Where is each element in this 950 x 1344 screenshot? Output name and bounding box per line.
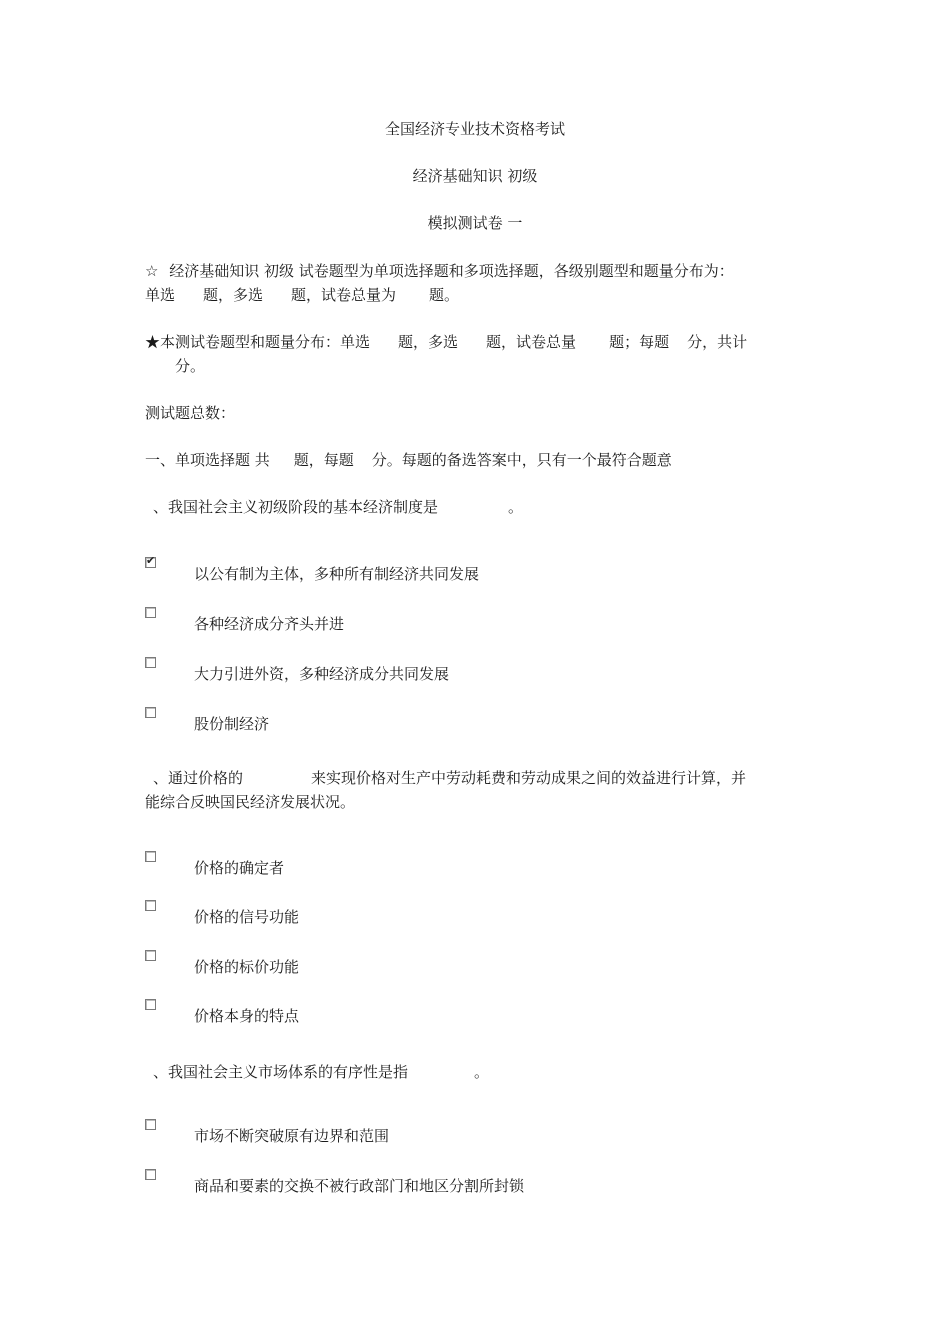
- intro-text: 题，多选: [203, 286, 264, 304]
- black-star-icon: ★: [145, 333, 161, 351]
- intro-text: 经济基础知识 初级 试卷题型为单项选择题和多项选择题，各级别题型和题量分布为：: [169, 262, 734, 280]
- document-paper-name: 模拟测试卷 一: [427, 214, 523, 232]
- intro-paragraph-2-line-2: 分。: [175, 357, 206, 375]
- section-text: 分。每题的备选答案中，只有一个最符合题意: [371, 451, 672, 469]
- question-1-option-4-label: 股份制经济: [194, 715, 270, 733]
- question-text: 。: [508, 498, 524, 516]
- question-3-option-2-label: 商品和要素的交换不被行政部门和地区分割所封锁: [194, 1177, 525, 1195]
- question-1-stem: [145, 495, 523, 519]
- question-text: 、我国社会主义市场体系的有序性是指: [153, 1063, 409, 1081]
- question-1-option-4-checkbox[interactable]: [145, 707, 156, 718]
- question-text: 。: [474, 1063, 490, 1081]
- section-text: 一、单项选择题 共: [145, 451, 270, 469]
- intro-text: 分，共计: [687, 333, 748, 351]
- question-text: 来实现价格对生产中劳动耗费和劳动成果之间的效益进行计算，并: [311, 769, 747, 787]
- intro-text: 题，试卷总量: [486, 333, 577, 351]
- question-1-option-2-label: 各种经济成分齐头并进: [194, 615, 345, 633]
- question-2-option-1-checkbox[interactable]: [145, 851, 156, 862]
- intro-paragraph-1-line-1: [145, 259, 734, 283]
- intro-paragraph-2-line-1: [145, 330, 747, 354]
- section-text: 题，每题: [293, 451, 354, 469]
- question-text: 、我国社会主义初级阶段的基本经济制度是: [153, 498, 439, 516]
- intro-text: 题；每题: [609, 333, 670, 351]
- question-1-option-1-checkbox[interactable]: [145, 554, 156, 568]
- question-2-option-2-checkbox[interactable]: [145, 900, 156, 911]
- question-2-option-3-label: 价格的标价功能: [194, 958, 300, 976]
- question-2-option-2-label: 价格的信号功能: [194, 908, 300, 926]
- checkmark-icon: ✔: [146, 554, 156, 567]
- total-question-count-label: 测试题总数：: [145, 404, 236, 422]
- question-1-option-2-checkbox[interactable]: [145, 607, 156, 618]
- question-2-option-4-label: 价格本身的特点: [194, 1007, 300, 1025]
- question-3-stem: [145, 1060, 489, 1084]
- intro-text: 单选: [145, 286, 176, 304]
- white-star-icon: ☆: [145, 262, 159, 280]
- question-1-option-3-checkbox[interactable]: [145, 657, 156, 668]
- document-title: 全国经济专业技术资格考试: [384, 120, 565, 138]
- intro-text: 题，多选: [398, 333, 459, 351]
- question-3-option-2-checkbox[interactable]: [145, 1169, 156, 1180]
- question-2-option-1-label: 价格的确定者: [194, 859, 285, 877]
- question-2-option-3-checkbox[interactable]: [145, 950, 156, 961]
- question-text: 、通过价格的: [153, 769, 244, 787]
- intro-text: 题，试卷总量为: [291, 286, 397, 304]
- question-2-option-4-checkbox[interactable]: [145, 999, 156, 1010]
- question-3-option-1-label: 市场不断突破原有边界和范围: [194, 1127, 390, 1145]
- intro-text: 本测试卷题型和题量分布：单选: [160, 333, 371, 351]
- question-3-option-1-checkbox[interactable]: [145, 1119, 156, 1130]
- question-2-stem-line-1: [145, 766, 746, 790]
- intro-paragraph-1-line-2: [145, 283, 459, 307]
- intro-text: 题。: [429, 286, 460, 304]
- question-1-option-3-label: 大力引进外资，多种经济成分共同发展: [194, 665, 450, 683]
- question-1-option-1-label: 以公有制为主体，多种所有制经济共同发展: [194, 565, 480, 583]
- section-heading-single-choice: [145, 448, 672, 472]
- document-subtitle: 经济基础知识 初级: [412, 167, 538, 185]
- question-2-stem-line-2: 能综合反映国民经济发展状况。: [145, 793, 356, 811]
